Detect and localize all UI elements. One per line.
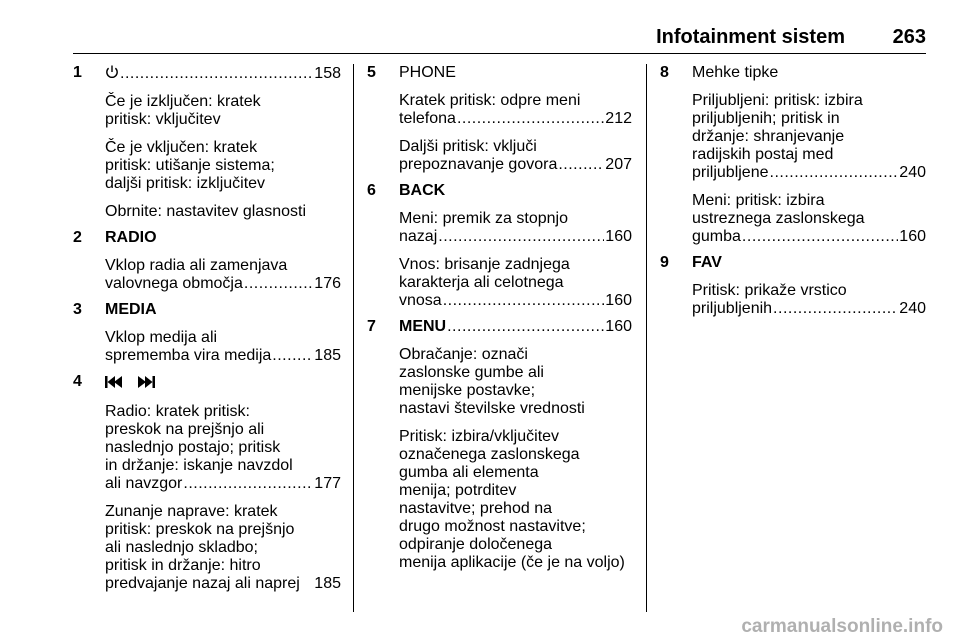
description: Če je izključen: kratek pritisk: vključitev (105, 93, 261, 128)
control-heading: MENU (399, 318, 447, 335)
control-item-8 (660, 64, 926, 246)
description: Daljši pritisk: vključi prepoznavanje govora ..... 207 (399, 138, 632, 174)
description: Vnos: brisanje zadnjega karakterja ali celotnega vnosa ..... 160 (399, 256, 632, 310)
control-heading: MEDIA (105, 301, 157, 318)
control-item-1 (73, 64, 341, 221)
page-ref: 185 (314, 347, 341, 364)
item-number: 3 (73, 301, 82, 318)
item-number: 6 (367, 182, 376, 199)
description: Vklop medija ali sprememba vira medija ..... 185 (105, 329, 341, 365)
control-item-9 (660, 254, 926, 318)
page-title: Infotainment sistem (656, 26, 845, 48)
watermark-logo[interactable]: carmanualsonline.info (741, 616, 943, 637)
item-number: 8 (660, 64, 669, 81)
description: Meni: pritisk: izbira ustreznega zaslonskega gumba ..... 160 (692, 192, 926, 246)
page-ref: 212 (605, 110, 632, 127)
control-heading: FAV (692, 254, 722, 271)
control-heading: BACK (399, 182, 446, 199)
description: Pritisk: prikaže vrstico priljubljenih ..... 240 (692, 282, 926, 318)
page-ref: 158 (314, 65, 341, 82)
page-ref: 240 (899, 300, 926, 317)
control-heading: RADIO (105, 229, 157, 246)
description: Če je vključen: kratek pritisk: utišanje sistema; daljši pritisk: izključitev (105, 139, 275, 192)
skip-previous-icon (105, 376, 123, 388)
page-ref: 160 (605, 318, 632, 335)
description: Kratek pritisk: odpre meni telefona ..... 212 (399, 92, 632, 128)
item-number: 1 (73, 64, 82, 81)
description: Obrnite: nastavitev glasnosti (105, 203, 306, 220)
page-ref: 176 (314, 275, 341, 292)
control-item-3 (73, 301, 341, 365)
control-item-5 (367, 64, 632, 174)
page-ref: 240 (899, 164, 926, 181)
power-icon (105, 64, 119, 80)
item-number: 7 (367, 318, 376, 335)
control-item-6 (367, 182, 632, 310)
item-number: 5 (367, 64, 376, 81)
description: Priljubljeni: pritisk: izbira priljubljenih; pritisk in držanje: shranjevanje radijskih postaj med priljubljene ..... 240 (692, 92, 926, 182)
control-item-4 (73, 373, 341, 593)
description: Vklop radia ali zamenjava valovnega območja ..... 176 (105, 257, 341, 293)
control-heading: Mehke tipke (692, 64, 779, 81)
page-ref: 160 (605, 292, 632, 309)
control-item-2 (73, 229, 341, 293)
column-3 (660, 64, 926, 318)
skip-next-icon (137, 376, 155, 388)
page-number: 263 (892, 26, 926, 48)
description: Pritisk: izbira/vključitev označenega zaslonskega gumba ali elementa menija; potrditev nastavitve; prehod na drugo možnost nastavitve; odpiranje določenega menija aplikacije (če je na voljo) (399, 428, 625, 571)
page-ref: 207 (605, 156, 632, 173)
description: Radio: kratek pritisk: preskok na prejšnjo ali naslednjo postajo; pritisk in držanje: iskanje navzdol ali navzgor ..... 177 (105, 403, 341, 493)
column-divider (353, 64, 354, 612)
item-number: 9 (660, 254, 669, 271)
description: Zunanje naprave: kratek pritisk: preskok na prejšnjo ali naslednjo skladbo; pritisk in držanje: hitro predvajanje nazaj ali naprej 185 (105, 503, 341, 592)
column-divider (646, 64, 647, 612)
control-item-7 (367, 318, 632, 572)
column-2 (367, 64, 632, 572)
item-number: 2 (73, 229, 82, 246)
item-number: 4 (73, 373, 82, 390)
description: Obračanje: označi zaslonske gumbe ali menijske postavke; nastavi številske vrednosti (399, 346, 585, 417)
description: Meni: premik za stopnjo nazaj ..... 160 (399, 210, 632, 246)
page-ref: 177 (314, 475, 341, 492)
column-1 (73, 64, 341, 593)
control-heading: PHONE (399, 64, 456, 81)
page-ref: 160 (605, 228, 632, 245)
header-divider (73, 53, 926, 54)
page-ref: 160 (899, 228, 926, 245)
page-ref: 185 (314, 575, 341, 592)
